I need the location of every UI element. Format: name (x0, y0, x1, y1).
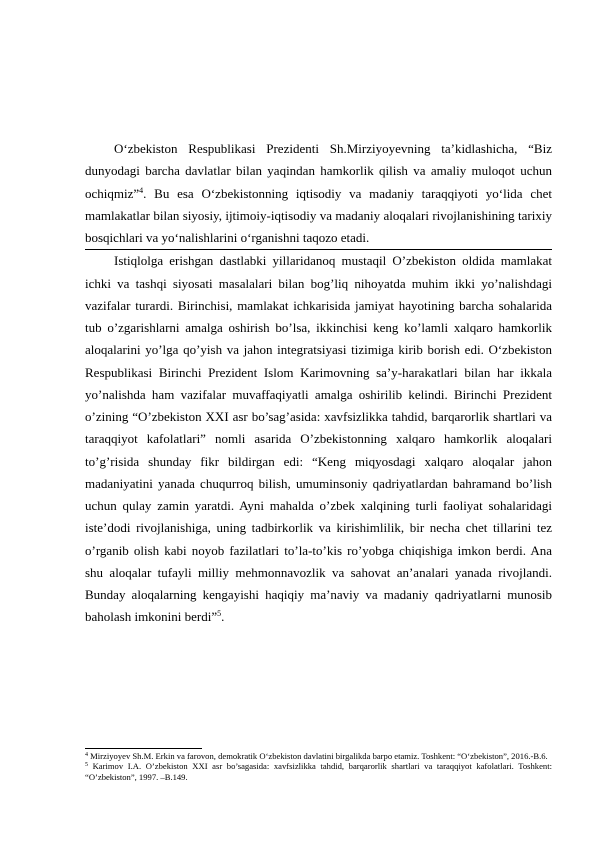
footnote-5-text: Karimov I.A. O’zbekiston XXI asr bo’sagasida: xavfsizlikka tahdid, barqarorlik shartlari va taraqqiyot kafolatlari. Toshkent: “O’zbekiston”, 1997. –B.149. (85, 761, 552, 782)
paragraph-2-text-end: . (221, 609, 225, 625)
paragraph-2-text: Istiqlolga erishgan dastlabki yillaridanoq mustaqil O’zbekiston oldida mamlakat ichki va tashqi siyosati masalalari bilan bog’liq nihoyatda muhim ikki yo’nalishdagi vazifalar turardi. Birinchisi, mamlakat ichkarisida jamiyat hayotining barcha sohalarida tub o’zgarishlarni amalga oshirish bo’lsa, ikkinchisi keng ko’lamli xalqaro hamkorlik aloqalarini yo’lga qo’yish va jahon integratsiyasi tizimiga kirib borish edi. O‘zbekiston Respublikasi Birinchi Prezident Islom Karimovning sa’y-harakatlari bilan har ikkala yo’nalishda ham vazifalar muvaffaqiyatli amalga oshirilib kelindi. Birinchi Prezident o’zining “O’zbekiston XXI asr bo’sag’asida: xavfsizlikka tahdid, barqarorlik shartlari va taraqqiyot kafolatlari” nomli asarida O’zbekistonning xalqaro hamkorlik aloqalari to’g’risida shunday fikr bildirgan edi: “Keng miqyosdagi xalqaro aloqalar jahon madaniyatini yanada chuqurroq bilish, umuminsoniy qadriyatlardan bahramand bo’lish uchun qulay zamin yaratdi. Ayni mahalda o’zbek xalqining turli faoliyat sohalaridagi iste’dodi rivojlanishiga, uning tadbirkorlik va kirishimlilik, bir necha chet tillarini tez o’rganib olish kabi noyob fazilatlari to’la-to’kis ro’yobga chiqishiga imkon berdi. Ana shu aloqalar tufayli milliy mehmonnavozlik va sahovat an’analari yanada rivojlandi. Bunday aloqalarning kengayishi haqiqiy ma’naviy va madaniy qadriyatlarni munosib baholash imkonini berdi” (85, 253, 552, 625)
footnote-ref-5: 5 (217, 609, 222, 619)
main-text (85, 138, 552, 629)
footnote-4-text: Mirziyoyev Sh.M. Erkin va farovon, demokratik O‘zbekiston davlatini birgalikda barpo etamiz. Toshkent: “O‘zbekiston”, 2016.-B.6. (88, 751, 548, 761)
footnote-ref-4: 4 (139, 185, 144, 195)
paragraph-1 (85, 138, 552, 250)
footnotes (85, 751, 552, 782)
footnote-4 (85, 751, 552, 761)
paragraph-2 (85, 250, 552, 628)
paragraph-1-text: O‘zbekiston Respublikasi Prezidenti Sh.Mirziyoyevning ta’kidlashicha, “Biz dunyodagi barcha davlatlar bilan yaqindan hamkorlik qilish va amaliy muloqot uchun ochiqmiz” (85, 141, 552, 201)
footnote-marker-4: 4 (85, 752, 88, 758)
footnote-separator (85, 748, 202, 749)
footnote-5 (85, 761, 552, 782)
footnote-marker-5: 5 (85, 762, 88, 769)
paragraph-1-text-end: . Bu esa O‘zbekistonning iqtisodiy va madaniy taraqqiyoti yo‘lida chet mamlakatlar bilan siyosiy, ijtimoiy-iqtisodiy va madaniy aloqalari rivojlanishining tarixiy bosqichlari va yo‘nalishlarini o‘rganishni taqozo etadi. (85, 185, 552, 245)
